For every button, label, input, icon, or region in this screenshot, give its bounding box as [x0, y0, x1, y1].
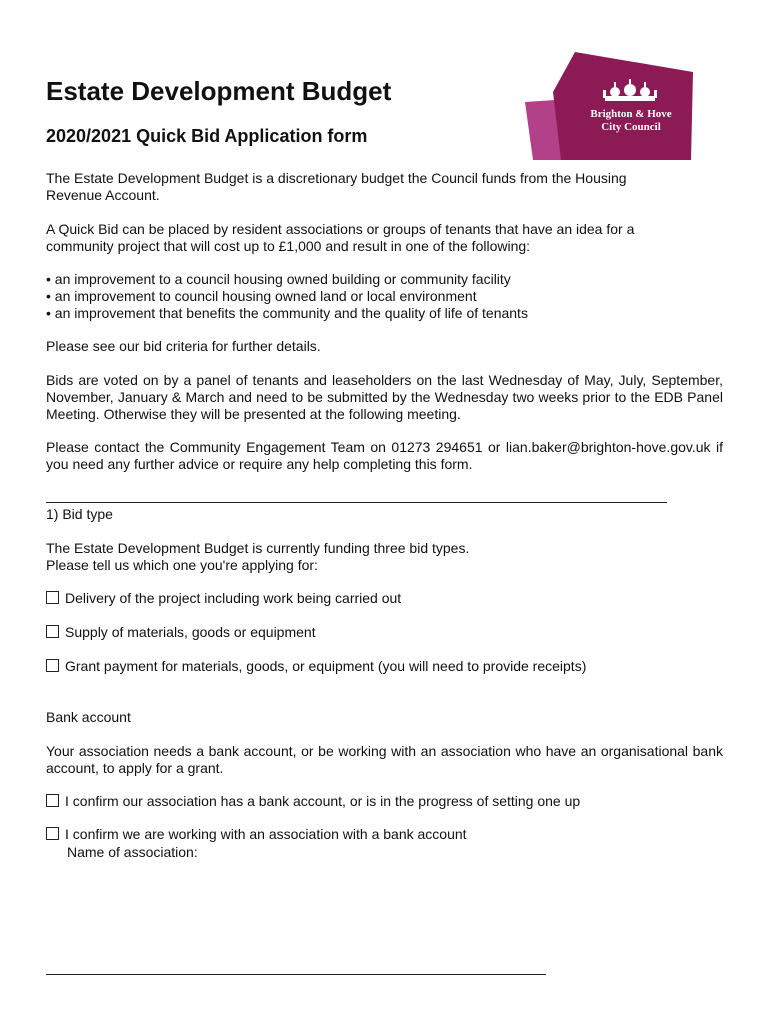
bank-paragraph: Your association needs a bank account, or be working with an association who have an organisational bank account, to apply for a grant. — [46, 743, 723, 776]
delivery-checkbox[interactable] — [46, 591, 59, 604]
quick-bid-line: A Quick Bid can be placed by resident associations or groups of tenants that have an idea for a — [46, 221, 635, 237]
intro-paragraph — [46, 170, 723, 204]
partner-account-checkbox[interactable] — [46, 827, 59, 840]
intro-line: Revenue Account. — [46, 187, 160, 203]
intro-line: The Estate Development Budget is a discretionary budget the Council funds from the Housing — [46, 170, 627, 186]
quick-bid-paragraph — [46, 221, 723, 255]
improvement-list — [46, 271, 723, 322]
list-item: • an improvement to a council housing owned building or community facility — [46, 271, 511, 287]
grant-checkbox[interactable] — [46, 659, 59, 672]
association-name-field[interactable] — [46, 974, 546, 975]
supply-checkbox[interactable] — [46, 625, 59, 638]
page-title: Estate Development Budget — [46, 76, 392, 106]
delivery-label: Delivery of the project including work being carried out — [65, 590, 402, 606]
bid-type-intro-line: The Estate Development Budget is currently funding three bid types. — [46, 540, 470, 556]
own-account-checkbox[interactable] — [46, 794, 59, 807]
section-divider — [46, 502, 667, 503]
voting-paragraph: Bids are voted on by a panel of tenants and leaseholders on the last Wednesday of May, July, September, November, January & March and need to be submitted by the Wednesday two weeks prior to the EDB Panel Meeting. Otherwise they will be presented at the following meeting. — [46, 372, 723, 422]
bid-type-heading: 1) Bid type — [46, 506, 113, 522]
association-name-label: Name of association: — [67, 844, 198, 860]
logo-text-line2: City Council — [601, 121, 661, 133]
own-account-label: I confirm our association has a bank account, or is in the progress of setting one up — [65, 793, 581, 809]
grant-label: Grant payment for materials, goods, or equipment (you will need to provide receipts) — [65, 658, 587, 674]
form-subtitle: 2020/2021 Quick Bid Application form — [46, 126, 368, 146]
bid-type-intro — [46, 540, 723, 574]
contact-paragraph: Please contact the Community Engagement Team on 01273 294651 or lian.baker@brighton-hove.gov.uk if you need any further advice or require any help completing this form. — [46, 439, 723, 472]
supply-label: Supply of materials, goods or equipment — [65, 624, 316, 640]
logo-text-line1: Brighton & Hove — [590, 108, 672, 120]
bid-option-delivery[interactable] — [46, 590, 401, 607]
bid-option-supply[interactable] — [46, 624, 316, 641]
logo-dark-shape — [553, 52, 693, 160]
list-item: • an improvement to council housing owned land or local environment — [46, 288, 477, 304]
partner-account-label: I confirm we are working with an association with a bank account — [65, 826, 467, 842]
list-item: • an improvement that benefits the community and the quality of life of tenants — [46, 305, 528, 321]
bid-type-intro-line: Please tell us which one you're applying for: — [46, 557, 318, 573]
criteria-text: Please see our bid criteria for further details. — [46, 338, 321, 354]
bank-heading: Bank account — [46, 709, 131, 725]
bank-option-own-account[interactable] — [46, 793, 580, 810]
council-logo — [525, 52, 695, 160]
quick-bid-line: community project that will cost up to £1,000 and result in one of the following: — [46, 238, 531, 254]
bid-option-grant[interactable] — [46, 658, 586, 675]
bank-option-partner-account[interactable] — [46, 826, 467, 843]
